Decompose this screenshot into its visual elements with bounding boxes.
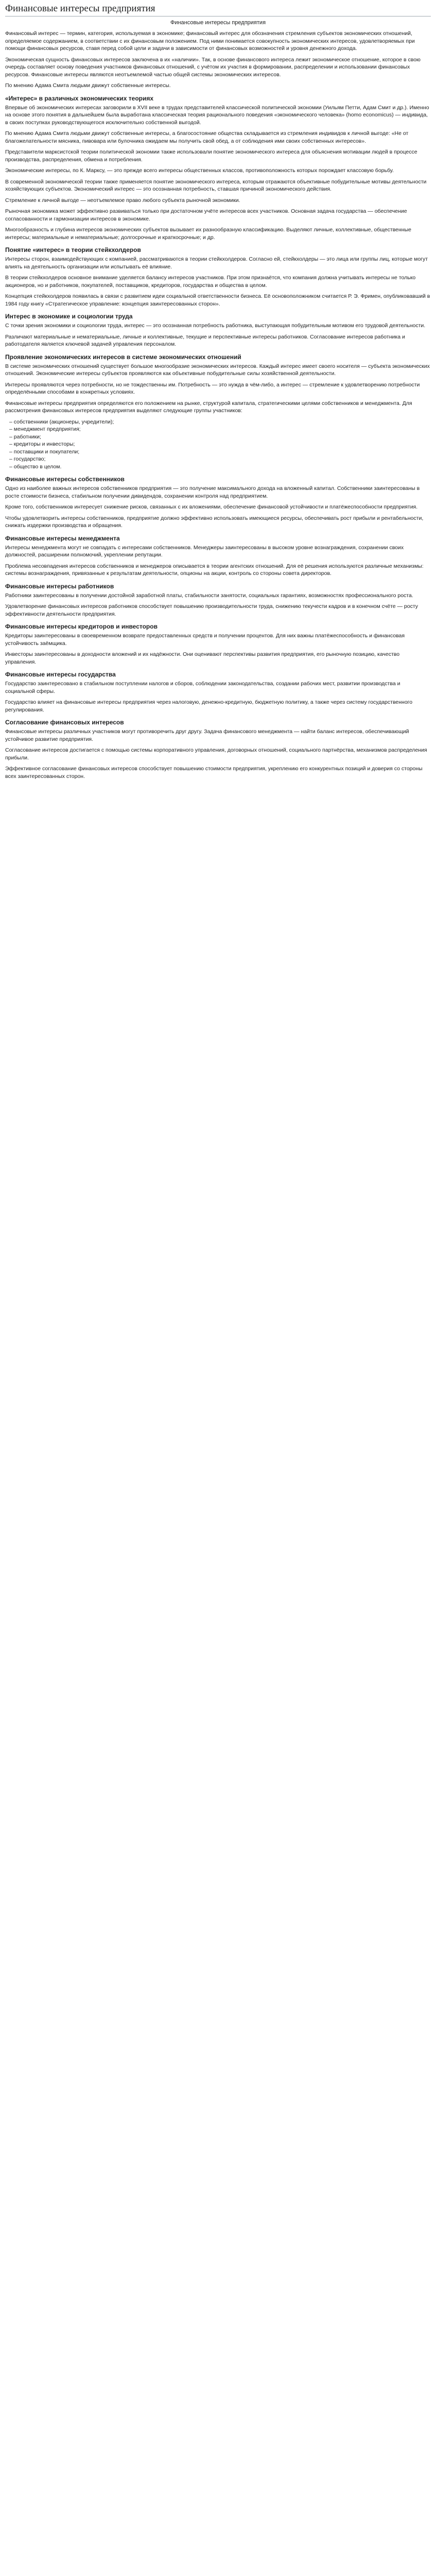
- section-heading: Понятие «интерес» в теории стейкхолдеров: [5, 246, 141, 253]
- section-paragraph: Финансовые интересы предприятия определяются его положением на рынке, структурой капитала, стратегическими целями собственников и менеджмента. Для рассмотрения финансовых интересов предприятия выделяют следующие группы участников:: [5, 400, 412, 414]
- section-list: [5, 418, 431, 471]
- list-item: – собственники (акционеры, учредители);: [9, 418, 431, 426]
- section-paragraph: Интересы проявляются через потребности, но не тождественны им. Потребность — это нужда в чём-либо, а интерес — стремление к удовлетворению потребности определёнными способами в конкретных условиях.: [5, 381, 420, 395]
- intro-paragraph-3: По мнению Адама Смита людьми движут собственные интересы.: [5, 82, 171, 89]
- section-paragraph: Стремление к личной выгоде — неотъемлемое право любого субъекта рыночной экономики.: [5, 197, 240, 204]
- sections-container: [5, 95, 431, 781]
- section-paragraph: В современной экономической теории также применяется понятие экономического интереса, которым отражаются объективные побудительные мотивы деятельности хозяйствующих субъектов. Экономический интерес — это осознанная потребность, ставшая причиной экономического действия.: [5, 178, 427, 192]
- section-paragraph: Согласование интересов достигается с помощью системы корпоративного управления, договорных отношений, социального партнёрства, механизмов распределения прибыли.: [5, 747, 427, 761]
- section-paragraph: Инвесторы заинтересованы в доходности вложений и их надёжности. Они оценивают перспективы развития предприятия, его рыночную позицию, качество управления.: [5, 651, 400, 665]
- section-paragraph: Одно из наиболее важных интересов собственников предприятия — это получение максимального дохода на вложенный капитал. Собственники заинтересованы в росте стоимости бизнеса, стабильном получении дивидендов, сохранении контроля над предприятием.: [5, 485, 420, 499]
- section-paragraph: Проблема несовпадения интересов собственников и менеджеров описывается в теории агентских отношений. Для её решения используются различные механизмы: системы вознаграждения, привязанные к результатам деятельности, опционы на акции, контроль со стороны совета директоров.: [5, 563, 424, 577]
- intro-paragraph-1: Финансовый интерес — термин, категория, используемая в экономике; финансовый интерес для обозначения стремления субъектов экономических отношений, определяемое содержанием, в соответствии с их финансовым положением. Под ними понимается совокупность экономических интересов, удовлетворяемых при помощи финансовых ресурсов, ставя перед собой цели и задачи в зависимости от финансовых возможностей и уровня денежного дохода.: [5, 30, 415, 52]
- section-heading: Финансовые интересы государства: [5, 671, 116, 678]
- list-item: – общество в целом.: [9, 463, 431, 471]
- section-paragraph: Кроме того, собственников интересует снижение рисков, связанных с их вложениями, обеспечение финансовой устойчивости и платёжеспособности предприятия.: [5, 504, 418, 510]
- section-heading: Проявление экономических интересов в системе экономических отношений: [5, 353, 241, 361]
- section-paragraph: Представители марксистской теории политической экономии также использовали понятие экономического интереса для объяснения мотивации людей в процессе производства, распределения, обмена и потребления.: [5, 149, 417, 163]
- section-paragraph: Рыночная экономика может эффективно развиваться только при достаточном учёте интересов всех участников. Основная задача государства — обеспечение согласованности и гармонизации интересов в экономике.: [5, 208, 407, 222]
- section-paragraph: В теории стейкхолдеров основное внимание уделяется балансу интересов участников. При этом признаётся, что компания должна учитывать интересы не только акционеров, но и работников, покупателей, поставщиков, кредиторов, государства и общества в целом.: [5, 275, 416, 289]
- section-paragraph: Многообразность и глубина интересов экономических субъектов вызывает их разнообразную классификацию. Выделяют личные, коллективные, общественные интересы; материальные и нематериальные; долгосрочные и краткосрочные; и др.: [5, 227, 411, 241]
- list-item: – государство;: [9, 455, 431, 463]
- section-paragraph: Работники заинтересованы в получении достойной заработной платы, стабильности занятости, социальных гарантиях, возможностях профессионального роста.: [5, 592, 413, 599]
- section-paragraph: Государство влияет на финансовые интересы предприятия через налоговую, денежно-кредитную, бюджетную политику, а также через систему государственного регулирования.: [5, 699, 413, 713]
- section-paragraph: Эффективное согласование финансовых интересов способствует повышению стоимости предприятия, укреплению его конкурентных позиций и доверия со стороны всех заинтересованных сторон.: [5, 766, 423, 779]
- section-heading: «Интерес» в различных экономических теориях: [5, 94, 154, 102]
- page-title: Финансовые интересы предприятия: [5, 3, 431, 16]
- section-heading: Финансовые интересы менеджмента: [5, 534, 120, 542]
- section-paragraph: В системе экономических отношений существует большое многообразие экономических интересов. Каждый интерес имеет своего носителя — субъекта экономических отношений. Экономические интересы субъектов проявляются как объективные побудительные силы хозяйственной деятельности.: [5, 363, 430, 377]
- section-paragraph: Впервые об экономических интересах заговорили в XVII веке в трудах представителей классической политической экономии (Уильям Петти, Адам Смит и др.). Именно на основе этого понятия в дальнейшем была выработана классическая теория рационального поведения «экономического человека» (homo economicus) — индивида, в своих поступках руководствующегося исключительно собственной выгодой.: [5, 104, 429, 126]
- section-paragraph: Финансовые интересы различных участников могут противоречить друг другу. Задача финансового менеджмента — найти баланс интересов, обеспечивающий устойчивое развитие предприятия.: [5, 728, 409, 742]
- section-heading: Финансовые интересы собственников: [5, 476, 125, 483]
- section-heading: Финансовые интересы кредиторов и инвесторов: [5, 623, 158, 630]
- section-heading: Финансовые интересы работников: [5, 582, 114, 590]
- section-paragraph: Различают материальные и нематериальные, личные и коллективные, текущие и перспективные интересы работников. Согласование интересов работника и работодателя является ключевой задачей управления персоналом.: [5, 333, 405, 347]
- section-heading: Согласование финансовых интересов: [5, 719, 124, 726]
- section-paragraph: Чтобы удовлетворить интересы собственников, предприятие должно эффективно использовать имеющиеся ресурсы, обеспечивать рост прибыли и рентабельности, снижать издержки производства и обращения.: [5, 515, 424, 529]
- section-paragraph: Экономические интересы, по К. Марксу, — это прежде всего интересы общественных классов, противоположность которых порождает классовую борьбу.: [5, 167, 394, 174]
- article-page: [0, 0, 436, 798]
- section-paragraph: С точки зрения экономики и социологии труда, интерес — это осознанная потребность работника, выступающая побудительным мотивом его трудовой деятельности.: [5, 323, 426, 329]
- section-paragraph: Концепция стейкхолдеров появилась в связи с развитием идеи социальной ответственности бизнеса. Её основоположником считается Р. Э. Фримен, опубликовавший в 1984 году книгу «Стратегическое управление: концепция заинтересованных сторон».: [5, 293, 430, 307]
- intro-paragraph-2: Экономическая сущность финансовых интересов заключена в их «наличии». Так, в основе финансового интереса лежит экономическое отношение, которое в свою очередь составляет основу поведения участников финансовых отношений, с учётом их участия в формировании, распределении и использовании финансовых ресурсов. Финансовые интересы являются неотъемлемой частью общей системы экономических интересов.: [5, 56, 421, 78]
- section-paragraph: Государство заинтересовано в стабильном поступлении налогов и сборов, соблюдении законодательства, создании рабочих мест, развитии производства и социальной сферы.: [5, 681, 400, 694]
- section-paragraph: Интересы менеджмента могут не совпадать с интересами собственников. Менеджеры заинтересованы в высоком уровне вознаграждения, сохранении своих должностей, расширении полномочий, укреплении репутации.: [5, 544, 404, 558]
- section-paragraph: Интересы сторон, взаимодействующих с компанией, рассматриваются в теории стейкхолдеров. Согласно ей, стейкхолдеры — это лица или группы лиц, которые могут влиять на деятельность организации или испытывать её влияние.: [5, 256, 428, 270]
- list-item: – менеджмент предприятия;: [9, 426, 431, 433]
- list-item: – работники;: [9, 433, 431, 441]
- list-item: – поставщики и покупатели;: [9, 448, 431, 456]
- section-paragraph: Удовлетворение финансовых интересов работников способствует повышению производительности труда, снижению текучести кадров и в конечном счёте — росту эффективности деятельности предприятия.: [5, 603, 418, 617]
- section-heading: Интерес в экономике и социологии труда: [5, 313, 133, 320]
- section-paragraph: Кредиторы заинтересованы в своевременном возврате предоставленных средств и получении процентов. Для них важны платёжеспособность и финансовая устойчивость заёмщика.: [5, 633, 405, 647]
- section-paragraph: По мнению Адама Смита людьми движут собственные интересы, а благосостояние общества складывается из стремления индивидов к личной выгоде: «Не от благожелательности мясника, пивовара или булочника ожидаем мы получить свой обед, а от соблюдения ими своих собственных интересов».: [5, 130, 409, 144]
- page-subtitle: Финансовые интересы предприятия: [170, 20, 266, 26]
- list-item: – кредиторы и инвесторы;: [9, 440, 431, 448]
